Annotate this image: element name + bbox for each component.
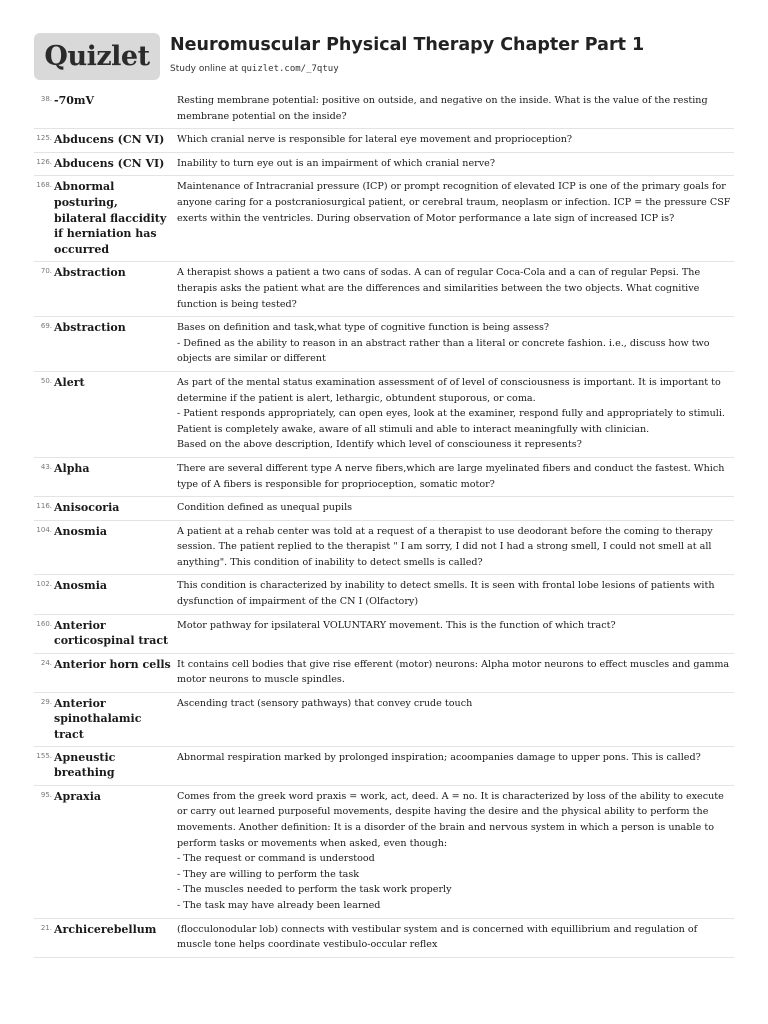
card-definition: Motor pathway for ipsilateral VOLUNTARY movement. This is the function of which tract? <box>177 619 616 631</box>
card-term: Abducens (CN VI) <box>54 133 165 147</box>
flashcard-row <box>34 317 734 372</box>
card-definition: Comes from the greek word praxis = work, act, deed. A = no. It is characterized by loss of the ability to execute or carry out learned purposeful movements, despite having the desire and the physical ability to perform the movements. Another definition: It is a disorder of the brain and nervous system in which a person is unable to perform tasks or movements when asked, even though: - The request or command is understood - They are willing to perform the task - The muscles needed to perform the task work properly - The task may have already been learned <box>177 790 724 911</box>
card-term: Anterior spinothalamic tract <box>54 696 142 742</box>
flashcard-row <box>34 176 734 262</box>
card-number: 38. <box>40 95 52 103</box>
card-term: Alpha <box>54 461 90 475</box>
card-definition: (flocculonodular lob) connects with vestibular system and is concerned with equillibrium and regulation of muscle tone helps coordinate vestibulo-occular reflex <box>177 923 698 951</box>
card-term: Abstraction <box>54 321 126 335</box>
card-definition: Abnormal respiration marked by prolonged inspiration; acoompanies damage to upper pons. This is called? <box>177 751 701 763</box>
flashcard-row <box>34 497 734 521</box>
card-number: 104. <box>36 525 52 534</box>
card-definition: Inability to turn eye out is an impairment of which cranial nerve? <box>177 157 495 169</box>
card-definition: A therapist shows a patient a two cans of sodas. A can of regular Coca-Cola and a can of regular Pepsi. The therapis asks the patient what are the differences and similarities between the two objects. What cognitive function is being tested? <box>177 267 701 310</box>
card-term: Anterior corticospinal tract <box>54 618 169 648</box>
flashcard-row <box>34 458 734 497</box>
page-header <box>34 33 734 81</box>
flashcard-row <box>34 153 734 177</box>
page-title: Neuromuscular Physical Therapy Chapter Part 1 <box>170 35 645 55</box>
card-term: Anisocoria <box>54 501 120 515</box>
study-url-link[interactable]: quizlet.com/_7qtuy <box>241 64 339 74</box>
card-number: 160. <box>36 619 52 628</box>
card-number: 168. <box>36 181 52 190</box>
flashcard-row <box>34 129 734 153</box>
card-number: 50. <box>40 376 52 385</box>
card-number: 69. <box>40 322 52 331</box>
flashcard-row <box>34 919 734 958</box>
card-number: 29. <box>40 697 52 706</box>
flashcard-row <box>34 615 734 654</box>
flashcard-list <box>34 90 734 958</box>
study-online-label: Study online at <box>170 64 242 74</box>
card-term: Alert <box>54 375 85 389</box>
card-definition: Ascending tract (sensory pathways) that convey crude touch <box>177 697 473 709</box>
card-definition: Bases on definition and task,what type of cognitive function is being assess? - Defined as the ability to reason in an abstract rather than a literal or concrete fashion. i.e., discuss how two objects are similar or different <box>177 322 710 365</box>
card-definition: Resting membrane potential: positive on outside, and negative on the inside. What is the value of the resting membrane potential on the inside? <box>177 95 708 122</box>
flashcard-row <box>34 654 734 693</box>
flashcard-row <box>34 693 734 747</box>
card-number: 21. <box>40 923 52 932</box>
study-online-line <box>170 64 339 74</box>
card-number: 102. <box>36 580 52 589</box>
flashcard-row <box>34 262 734 317</box>
card-definition: Maintenance of Intracranial pressure (ICP) or prompt recognition of elevated ICP is one of the primary goals for anyone caring for a postcraniosurgical patient, or cerebral traum, neoplasm or infection. ICP = the pressure CSF exerts within the ventricles. During observation of Motor performance a late sign of increased ICP is? <box>177 181 731 224</box>
card-number: 125. <box>36 134 52 143</box>
card-term: Apraxia <box>54 789 102 803</box>
card-term: Abnormal posturing, bilateral flaccidity if herniation has occurred <box>54 180 167 256</box>
flashcard-row <box>34 786 734 919</box>
card-number: 155. <box>36 751 52 760</box>
card-number: 95. <box>40 790 52 799</box>
card-definition: This condition is characterized by inability to detect smells. It is seen with frontal lobe lesions of patients with dysfunction of impairment of the CN I (Olfactory) <box>177 580 715 608</box>
card-number: 24. <box>40 658 52 667</box>
quizlet-logo[interactable] <box>34 33 160 80</box>
card-definition: There are several different type A nerve fibers,which are large myelinated fibers and conduct the fastest. Which type of A fibers is responsible for proprioception, somatic motor? <box>177 462 725 490</box>
card-number: 116. <box>36 502 52 511</box>
card-term: Abstraction <box>54 266 126 280</box>
card-term: Anterior horn cells <box>54 657 171 671</box>
card-term: Archicerebellum <box>54 922 157 936</box>
card-term: -70mV <box>54 94 95 107</box>
card-term: Anosmia <box>54 579 108 593</box>
card-definition: It contains cell bodies that give rise efferent (motor) neurons: Alpha motor neurons to effect muscles and gamma motor neurons to muscle spindles. <box>177 658 730 686</box>
flashcard-row <box>34 747 734 786</box>
flashcard-row <box>34 575 734 614</box>
logo-text: Quizlet <box>44 41 150 72</box>
card-number: 126. <box>36 157 52 166</box>
card-number: 43. <box>40 462 52 471</box>
flashcard-row <box>34 372 734 458</box>
card-definition: A patient at a rehab center was told at a request of a therapist to use deodorant before the coming to therapy session. The patient replied to the therapist " I am sorry, I did not I had a strong smell, I could not smell at all anything". This condition of inability to detect smells is called? <box>177 525 713 568</box>
card-definition: Condition defined as unequal pupils <box>177 502 353 514</box>
card-definition: As part of the mental status examination assessment of of level of consciousness is important. It is important to determine if the patient is alert, lethargic, obtundent stuporous, or coma. - Patient responds appropriately, can open eyes, look at the examiner, respond fully and appropriately to stimuli. Patient is completely awake, aware of all stimuli and able to interact meaningfully with clinician. Based on the above description, Identify which level of consciouness it represents? <box>177 376 725 451</box>
card-number: 70. <box>40 267 52 276</box>
card-term: Abducens (CN VI) <box>54 156 165 170</box>
card-definition: Which cranial nerve is responsible for lateral eye movement and proprioception? <box>177 134 573 146</box>
card-term: Anosmia <box>54 524 108 538</box>
flashcard-row <box>34 521 734 576</box>
card-term: Apneustic breathing <box>54 750 116 780</box>
flashcard-row <box>34 90 734 129</box>
